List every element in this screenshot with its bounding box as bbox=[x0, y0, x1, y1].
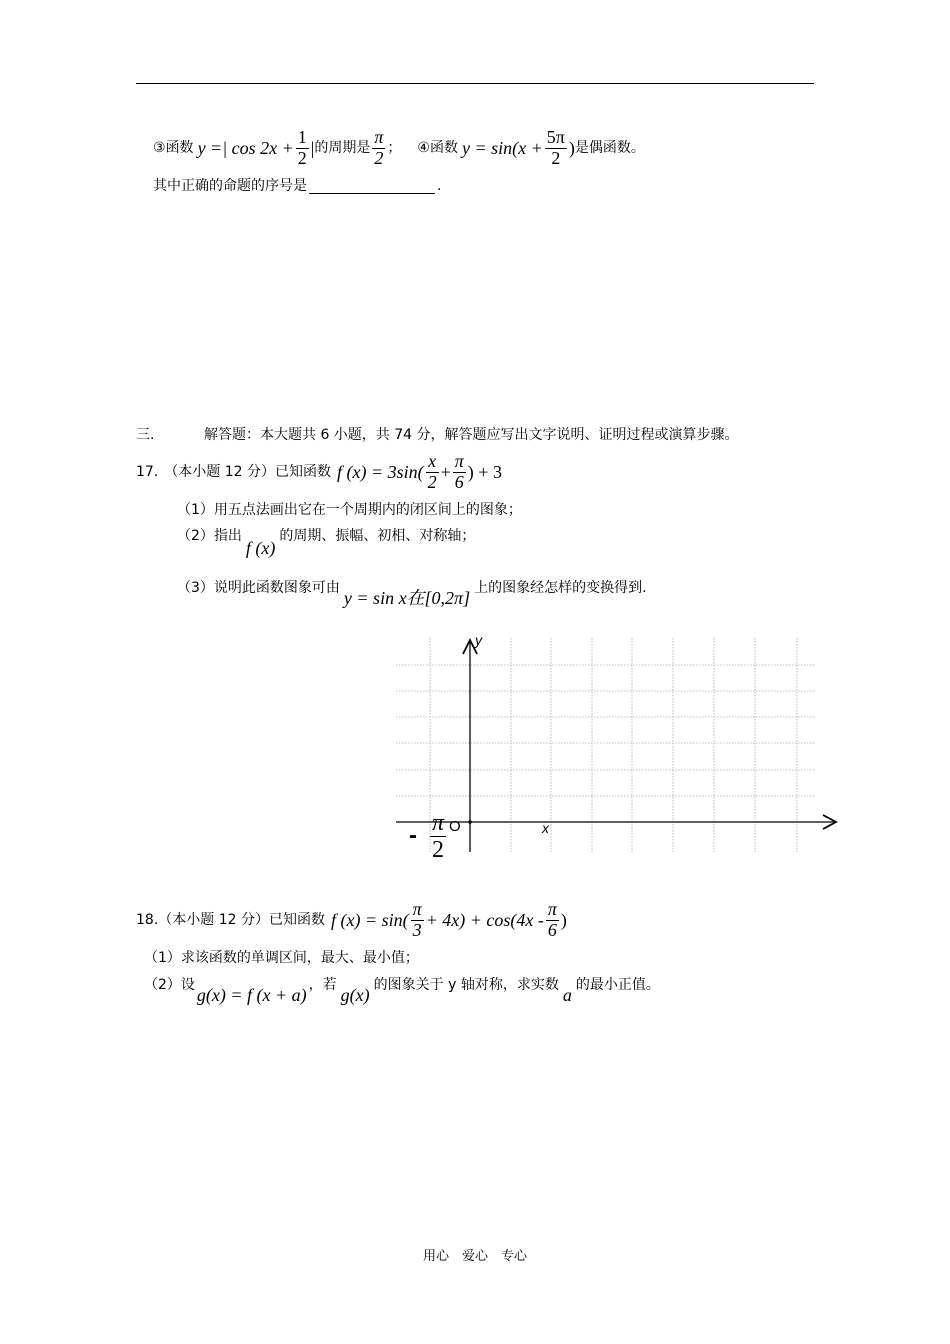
origin-point bbox=[468, 820, 472, 824]
page-footer: 用心 爱心 专心 bbox=[422, 1249, 527, 1264]
q17-plus: + bbox=[440, 461, 451, 482]
propositions-line bbox=[153, 128, 645, 169]
q17-part3-pre: （3）说明此函数图象可由 bbox=[177, 580, 340, 597]
q18-part2-mid: ，若 bbox=[308, 977, 337, 994]
prop3-sep: ； bbox=[387, 139, 402, 156]
neg-pi-half-label bbox=[428, 810, 448, 864]
prop4-label: 函数 bbox=[429, 139, 458, 156]
q18-head: （本小题 12 分）已知函数 bbox=[158, 911, 325, 928]
q18-line bbox=[136, 900, 567, 941]
q18-frac2-den: 6 bbox=[546, 920, 559, 941]
x-axis-label: x bbox=[542, 820, 549, 836]
fill-end: . bbox=[437, 178, 442, 194]
q17-line bbox=[136, 452, 502, 493]
q17-part3-post: 上的图象经怎样的变换得到. bbox=[474, 580, 647, 597]
prop3-ans-num: π bbox=[374, 127, 384, 147]
q17-head: （本小题 12 分）已知函数 bbox=[164, 463, 331, 480]
q17-frac2-den: 6 bbox=[453, 472, 466, 493]
section3-number: 三. bbox=[136, 427, 155, 443]
prop3-expr-post: | bbox=[310, 137, 315, 158]
q18-part1: （1）求该函数的单调区间，最大、最小值； bbox=[144, 950, 419, 966]
q17-part2-post: 的周期、振幅、初相、对称轴； bbox=[279, 528, 476, 545]
q17-frac2-num: π bbox=[454, 451, 464, 471]
neg-pi-half-fraction bbox=[430, 810, 446, 864]
header-rule bbox=[136, 83, 814, 84]
q17-frac2 bbox=[453, 452, 466, 493]
q18-number: 18. bbox=[136, 911, 159, 928]
q18-post: ) bbox=[560, 909, 567, 930]
prop3-marker: ③ bbox=[153, 139, 166, 156]
fill-prompt-line bbox=[153, 178, 441, 195]
q18-frac1-den: 3 bbox=[411, 920, 424, 941]
q18-frac1-num: π bbox=[412, 899, 422, 919]
q18-part2-pre: （2）设 bbox=[144, 977, 195, 994]
q18-part2-gx2: g(x) bbox=[340, 985, 370, 1005]
q17-frac1 bbox=[426, 452, 439, 493]
q17-frac1-den: 2 bbox=[427, 471, 437, 492]
fill-prompt: 其中正确的命题的序号是 bbox=[153, 178, 307, 194]
y-axis-label: y bbox=[475, 632, 482, 648]
q17-part3-expr: y = sin x在[0,2π] bbox=[343, 588, 471, 608]
q18-part2-end: 的最小正值。 bbox=[575, 977, 660, 994]
prop4-marker: ④ bbox=[417, 139, 430, 156]
q17-part2-pre: （2）指出 bbox=[177, 528, 242, 545]
prop4-frac-den: 2 bbox=[545, 148, 567, 169]
prop3-fraction bbox=[296, 128, 309, 169]
q18-frac2 bbox=[546, 900, 559, 941]
q17-part2-fx: f (x) bbox=[245, 538, 276, 558]
q18-mid: + 4x) + cos(4x - bbox=[425, 909, 544, 930]
neg-pi-den: 2 bbox=[430, 836, 446, 863]
prop3-answer bbox=[372, 128, 385, 169]
answer-blank[interactable] bbox=[309, 179, 435, 194]
q17-f-post: ) + 3 bbox=[467, 461, 502, 482]
q18-frac2-num: π bbox=[547, 899, 557, 919]
q17-part3-line bbox=[177, 578, 647, 608]
q17-number: 17. bbox=[136, 463, 159, 480]
prop4-expr-pre: y = sin(x + bbox=[461, 137, 543, 158]
prop4-text-post: 是偶函数。 bbox=[574, 139, 645, 156]
q17-part1: （1）用五点法画出它在一个周期内的闭区间上的图象； bbox=[177, 502, 522, 518]
q18-part2-line bbox=[144, 975, 660, 1005]
prop3-frac-den: 2 bbox=[297, 147, 307, 168]
prop4-fraction bbox=[545, 128, 567, 169]
q18-part2-gx: g(x) = f (x + a) bbox=[196, 985, 307, 1005]
q17-f-pre: f (x) = 3sin( bbox=[336, 461, 424, 482]
q18-part2-post: 的图象关于 y 轴对称，求实数 bbox=[373, 977, 559, 994]
prop4-frac-num: 5π bbox=[546, 127, 565, 147]
q18-part2-a: a bbox=[562, 985, 572, 1005]
q17-part2-line bbox=[177, 526, 476, 558]
q18-f-pre: f (x) = sin( bbox=[330, 909, 409, 930]
prop3-frac-num: 1 bbox=[297, 127, 307, 147]
prop3-expr-pre: y =| cos 2x + bbox=[197, 137, 294, 158]
q18-frac1 bbox=[411, 900, 424, 941]
prop3-label: 函数 bbox=[165, 139, 194, 156]
prop3-ans-den: 2 bbox=[372, 148, 385, 169]
prop4-expr-post: ) bbox=[568, 137, 575, 158]
neg-sign: - bbox=[409, 822, 417, 849]
section3-text: 解答题：本大题共 6 小题，共 74 分，解答题应写出文字说明、证明过程或演算步骤。 bbox=[204, 427, 739, 443]
q17-frac1-num: x bbox=[428, 451, 437, 471]
origin-label: O bbox=[449, 818, 461, 835]
neg-pi-num: π bbox=[432, 810, 445, 836]
prop3-text-mid: 的周期是 bbox=[314, 139, 371, 156]
